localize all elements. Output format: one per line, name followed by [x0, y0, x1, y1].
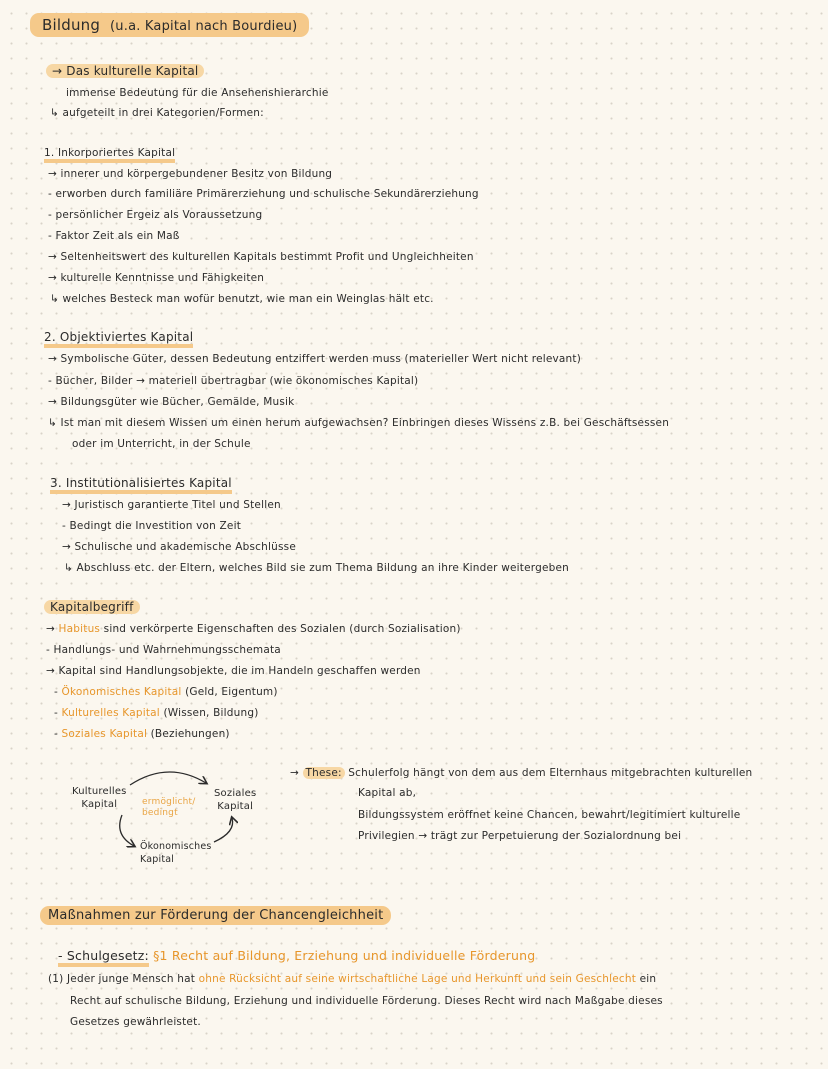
these-label: These:: [303, 767, 345, 779]
intro-line-3: ↳ aufgeteilt in drei Kategorien/Formen:: [50, 107, 264, 119]
section-1-line-1: → innerer und körpergebundener Besitz von Bildung: [48, 168, 333, 180]
oekonomisches-kapital-term: Ökonomisches Kapital: [61, 686, 182, 698]
section-3-line-2: - Bedingt die Investition von Zeit: [62, 520, 242, 532]
kapitalbegriff-title: Kapitalbegriff: [44, 600, 140, 615]
section-2-line-4: ↳ Ist man mit diesem Wissen um einen herum aufgewachsen? Einbringen dieses Wissens z.B. bei Geschäftsessen: [48, 417, 670, 429]
section-2-line-1: → Symbolische Güter, dessen Bedeutung entziffert werden muss (materieller Wert nicht relevant): [48, 353, 582, 365]
section-2-line-2: - Bücher, Bilder → materiell übertragbar (wie ökonomisches Kapital): [48, 375, 419, 387]
habitus-term: Habitus: [58, 623, 101, 635]
these-line-3: Bildungssystem eröffnet keine Chancen, bewahrt/legitimiert kulturelle: [358, 809, 741, 821]
section-1-line-7: ↳ welches Besteck man wofür benutzt, wie man ein Weinglas hält etc.: [50, 293, 434, 305]
kapitalbegriff-line-3: → Kapital sind Handlungsobjekte, die im Handeln geschaffen werden: [46, 665, 421, 677]
section-1-line-6: → kulturelle Kenntnisse und Fähigkeiten: [48, 272, 265, 284]
kapitalbegriff-line-5: - Kulturelles Kapital (Wissen, Bildung): [54, 707, 259, 719]
section-1-line-5: → Seltenheitswert des kulturellen Kapitals bestimmt Profit und Ungleichheiten: [48, 251, 474, 263]
section-1-line-3: - persönlicher Ergeiz als Voraussetzung: [48, 209, 263, 221]
diagram-node-kulturelles: Kulturelles Kapital: [72, 786, 127, 810]
arrow-right-icon: [214, 818, 233, 842]
massnahmen-line-1: - Schulgesetz: §1 Recht auf Bildung, Erziehung und individuelle Förderung: [58, 948, 535, 963]
schulgesetz-label: - Schulgesetz:: [58, 948, 149, 967]
kapitalbegriff-line-1: → Habitus sind verkörperte Eigenschaften des Sozialen (durch Sozialisation): [46, 623, 461, 635]
massnahmen-line-2: (1) Jeder junge Mensch hat ohne Rücksicht auf seine wirtschaftliche Lage und Herkunft und sein Geschlecht ein: [48, 973, 657, 985]
soziales-kapital-term: Soziales Kapital: [61, 728, 148, 740]
these-line-4: Privilegien → trägt zur Perpetuierung der Sozialordnung bei: [358, 830, 682, 842]
diagram-node-soziales: Soziales Kapital: [214, 788, 257, 812]
diagram-center-label: ermöglicht/ bedingt: [142, 797, 196, 818]
intro-line-1: → Das kulturelle Kapital: [46, 64, 204, 79]
these-line-2: Kapital ab,: [358, 787, 417, 799]
massnahmen-title: Maßnahmen zur Förderung der Chancengleichheit: [40, 908, 391, 923]
kapitalbegriff-line-4: - Ökonomisches Kapital (Geld, Eigentum): [54, 686, 278, 698]
section-3-line-3: → Schulische und akademische Abschlüsse: [62, 541, 296, 553]
page-title-text: Bildung: [42, 16, 101, 34]
section-3-title: 3. Institutionalisiertes Kapital: [50, 476, 232, 491]
massnahmen-line-3: Recht auf schulische Bildung, Erziehung und individuelle Förderung. Dieses Recht wird nach Maßgabe dieses: [70, 995, 663, 1007]
diagram-node-oekonomisches: Ökonomisches Kapital: [140, 841, 212, 865]
kapitalbegriff-line-6: - Soziales Kapital (Beziehungen): [54, 728, 230, 740]
arrow-left-icon: [120, 815, 134, 846]
section-2-line-5: oder im Unterricht, in der Schule: [72, 438, 251, 450]
page-subtitle: (u.a. Kapital nach Bourdieu): [110, 19, 298, 34]
section-2-title: 2. Objektiviertes Kapital: [44, 330, 193, 345]
intro-line-2: immense Bedeutung für die Ansehenshierarchie: [66, 87, 329, 99]
section-2-line-3: → Bildungsgüter wie Bücher, Gemälde, Musik: [48, 396, 295, 408]
section-1-title: 1. Inkorporiertes Kapital: [44, 146, 175, 161]
arrow-top-icon: [130, 772, 206, 785]
kulturelles-kapital-term: Kulturelles Kapital: [61, 707, 160, 719]
massnahmen-line-4: Gesetzes gewährleistet.: [70, 1016, 201, 1028]
kapitalbegriff-line-2: - Handlungs- und Wahrnehmungsschemata: [46, 644, 281, 656]
section-1-line-2: - erworben durch familiäre Primärerziehung und schulische Sekundärerziehung: [48, 188, 479, 200]
page-title: [30, 18, 309, 34]
section-1-line-4: - Faktor Zeit als ein Maß: [48, 230, 180, 242]
section-3-line-4: ↳ Abschluss etc. der Eltern, welches Bild sie zum Thema Bildung an ihre Kinder weitergeben: [64, 562, 569, 574]
section-3-line-1: → Juristisch garantierte Titel und Stellen: [62, 499, 281, 511]
these-line-1: → These: Schulerfolg hängt von dem aus dem Elternhaus mitgebrachten kulturellen: [290, 767, 753, 779]
